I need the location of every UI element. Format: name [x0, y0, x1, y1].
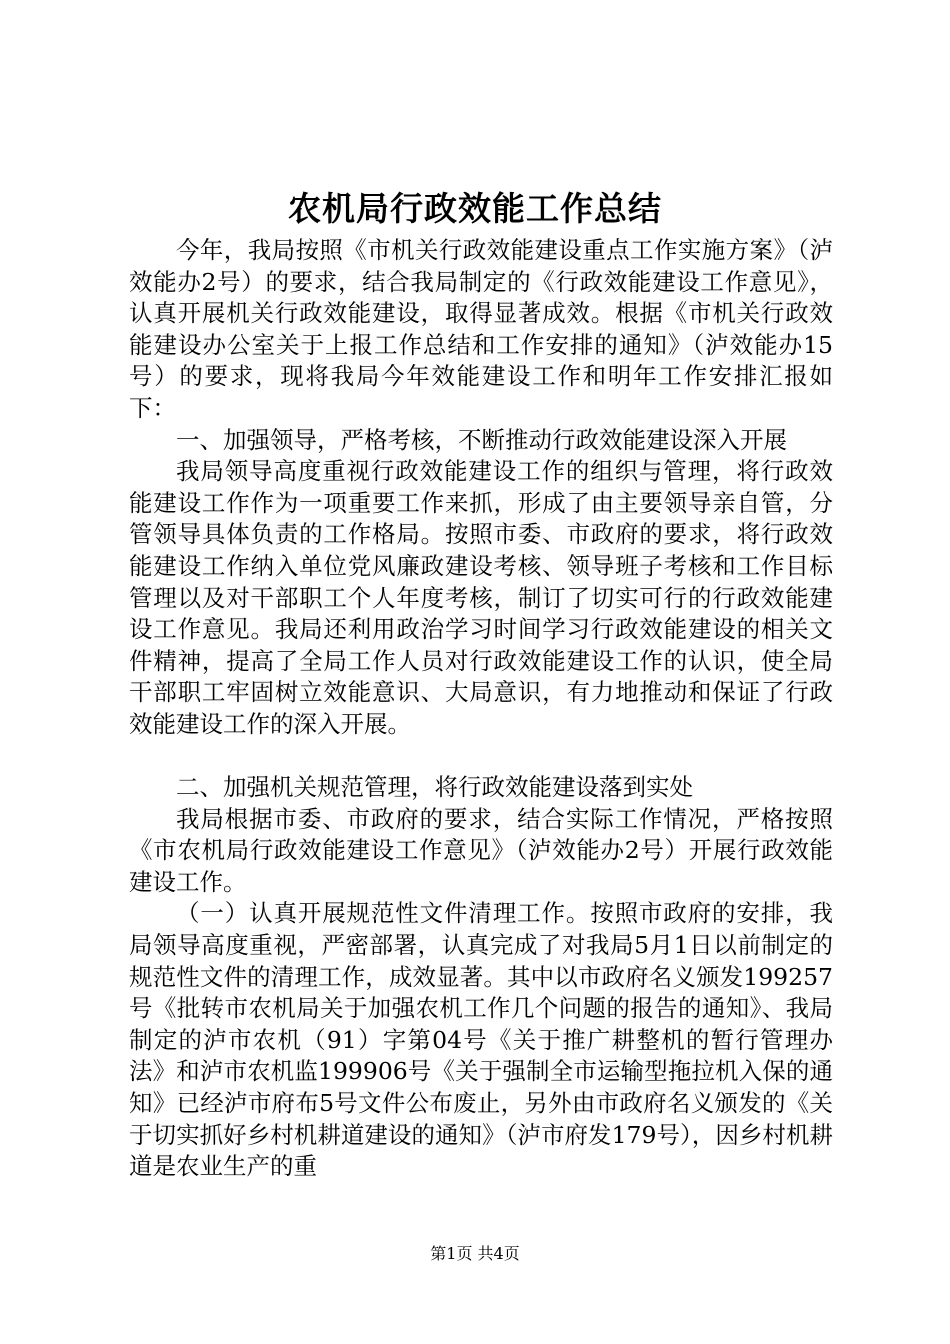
- document-body: [129, 235, 833, 1183]
- page-footer: 第1页 共4页: [430, 1244, 520, 1263]
- section-heading-2: 二、加强机关规范管理，将行政效能建设落到实处: [176, 773, 693, 802]
- intro-paragraph: 今年，我局按照《市机关行政效能建设重点工作实施方案》（泸效能办2号）的要求，结合我局制定的《行政效能建设工作意见》，认真开展机关行政效能建设，取得显著成效。根据《市机关行政效能建设办公室关于上报工作总结和工作安排的通知》（泸效能办15号）的要求，现将我局今年效能建设工作和明年工作安排汇报如下：: [129, 236, 833, 422]
- document-title: 农机局行政效能工作总结: [288, 189, 662, 228]
- body-paragraph: 我局领导高度重视行政效能建设工作的组织与管理，将行政效能建设工作作为一项重要工作来抓，形成了由主要领导亲自管，分管领导具体负责的工作格局。按照市委、市政府的要求，将行政效能建设工作纳入单位党风廉政建设考核、领导班子考核和工作目标管理以及对干部职工个人年度考核，制订了切实可行的行政效能建设工作意见。我局还利用政治学习时间学习行政效能建设的相关文件精神，提高了全局工作人员对行政效能建设工作的认识，使全局干部职工牢固树立效能意识、大局意识，有力地推动和保证了行政效能建设工作的深入开展。: [129, 457, 833, 738]
- body-paragraph: 我局根据市委、市政府的要求，结合实际工作情况，严格按照《市农机局行政效能建设工作意见》（泸效能办2号）开展行政效能建设工作。: [129, 804, 833, 896]
- body-paragraph: （一）认真开展规范性文件清理工作。按照市政府的安排，我局领导高度重视，严密部署，认真完成了对我局5月1日以前制定的规范性文件的清理工作，成效显著。其中以市政府名义颁发199257号《批转市农机局关于加强农机工作几个问题的报告的通知》、我局制定的泸市农机（91）字第04号《关于推广耕整机的暂行管理办法》和泸市农机监199906号《关于强制全市运输型拖拉机入保的通知》已经泸市府布5号文件公布废止，另外由市政府名义颁发的《关于切实抓好乡村机耕道建设的通知》（泸市府发179号），因乡村机耕道是农业生产的重: [129, 899, 833, 1181]
- section-heading-1: 一、加强领导，严格考核，不断推动行政效能建设深入开展: [176, 425, 787, 454]
